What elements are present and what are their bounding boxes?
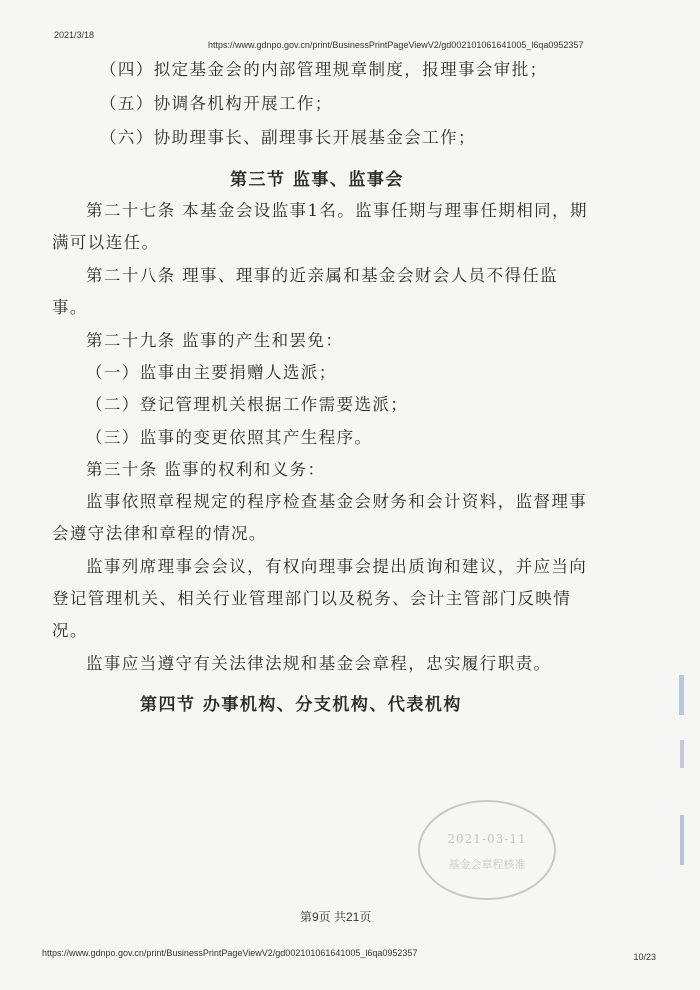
article-28-line-1: 第二十八条 理事、理事的近亲属和基金会财会人员不得任监 [86,266,559,285]
item-5: （五）协调各机构开展工作； [100,94,333,113]
article-30-para-1-line-1: 监事依照章程规定的程序检查基金会财务和会计资料，监督理事 [86,492,588,511]
print-date: 2021/3/18 [54,30,95,40]
approval-stamp [418,800,556,900]
section-4-heading: 第四节 办事机构、分支机构、代表机构 [140,695,462,715]
article-29-item-2: （二）登记管理机关根据工作需要选派； [86,395,409,414]
scan-edge-mark [679,675,698,715]
article-30-para-2-line-3: 况。 [52,621,88,640]
article-29: 第二十九条 监事的产生和罢免： [86,331,344,350]
section-3-heading: 第三节 监事、监事会 [230,170,404,190]
print-url-top: https://www.gdnpo.gov.cn/print/BusinessPrintPageViewV2/gd002101061641005_l6qa0952357 [208,40,584,50]
article-29-item-3: （三）监事的变更依照其产生程序。 [86,428,373,447]
item-6: （六）协助理事长、副理事长开展基金会工作； [100,128,476,147]
article-28-line-2: 事。 [52,298,88,317]
article-30: 第三十条 监事的权利和义务： [86,460,326,479]
item-4: （四）拟定基金会的内部管理规章制度，报理事会审批； [100,60,548,79]
stamp-date: 2021-03-11 [447,832,527,846]
article-27-line-1: 第二十七条 本基金会设监事1名。监事任期与理事任期相同，期 [86,201,588,220]
article-30-para-2-line-2: 登记管理机关、相关行业管理部门以及税务、会计主管部门反映情 [52,589,572,608]
article-29-item-1: （一）监事由主要捐赠人选派； [86,363,337,382]
article-30-para-2-line-1: 监事列席理事会会议，有权向理事会提出质询和建议，并应当向 [86,557,588,576]
print-page-count: 10/23 [633,952,656,962]
article-30-para-1-line-2: 会遵守法律和章程的情况。 [52,524,267,543]
article-30-para-3: 监事应当遵守有关法律法规和基金会章程，忠实履行职责。 [86,654,552,673]
page-number: 第9页 共21页 [300,910,372,924]
stamp-label: 基金会章程核准 [448,858,526,871]
scan-edge-mark [680,740,698,768]
article-27-line-2: 满可以连任。 [52,233,160,252]
print-url-bottom: https://www.gdnpo.gov.cn/print/BusinessPrintPageViewV2/gd002101061641005_l6qa0952357 [42,948,418,958]
scan-edge-mark [680,815,698,865]
